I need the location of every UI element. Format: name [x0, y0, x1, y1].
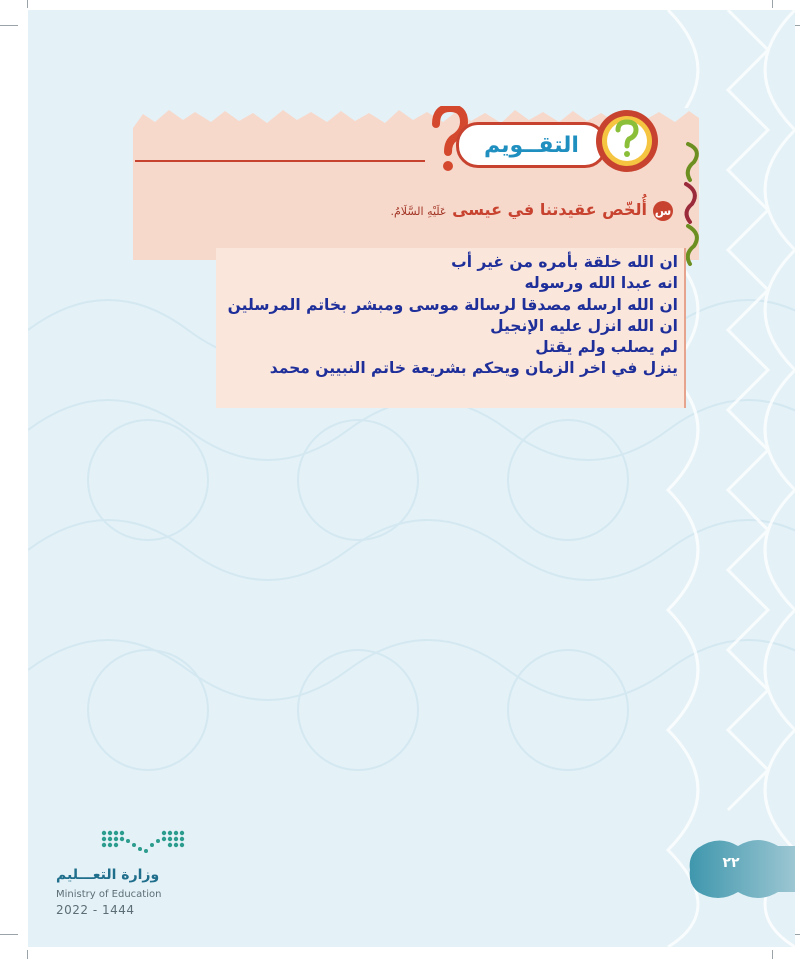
- ministry-name-english: Ministry of Education: [56, 889, 162, 900]
- answer-line: ان الله ارسله مصدقا لرسالة موسى ومبشر بخاتم المرسلين: [227, 295, 678, 314]
- evaluation-icon: [594, 108, 660, 174]
- question-honorific: عَلَيْهِ السَّلَامُ.: [390, 205, 447, 218]
- crop-mark: [27, 0, 28, 8]
- edition-year: 2022 - 1444: [56, 903, 135, 917]
- crop-mark: [27, 950, 28, 959]
- answer-line: ان الله انزل عليه الإنجيل: [490, 316, 678, 335]
- answer-list: [216, 252, 678, 380]
- crop-mark: [0, 25, 18, 26]
- question: [278, 200, 673, 221]
- textbook-page: [28, 10, 795, 947]
- section-title-text: التقــويم: [484, 132, 579, 158]
- title-underline: [135, 160, 425, 162]
- crop-mark: [772, 0, 773, 8]
- answer-line: ينزل في اخر الزمان ويحكم بشريعة خاتم النبيين محمد: [269, 359, 678, 378]
- answer-line: ان الله خلقة بأمره من غير أب: [451, 253, 678, 271]
- section-title: [456, 122, 607, 168]
- ministry-logo: [98, 825, 194, 865]
- crop-mark: [0, 934, 18, 935]
- answer-line: لم يصلب ولم يقتل: [535, 338, 678, 357]
- crop-mark: [772, 950, 773, 959]
- answer-line: انه عبدا الله ورسوله: [524, 274, 678, 293]
- question-marker: س: [653, 201, 673, 221]
- question-text: أُلخّص عقيدتنا في عيسى: [452, 200, 647, 219]
- page-number: ٢٢: [722, 855, 740, 871]
- ministry-name-arabic: وزارة التعـــليم: [56, 867, 160, 883]
